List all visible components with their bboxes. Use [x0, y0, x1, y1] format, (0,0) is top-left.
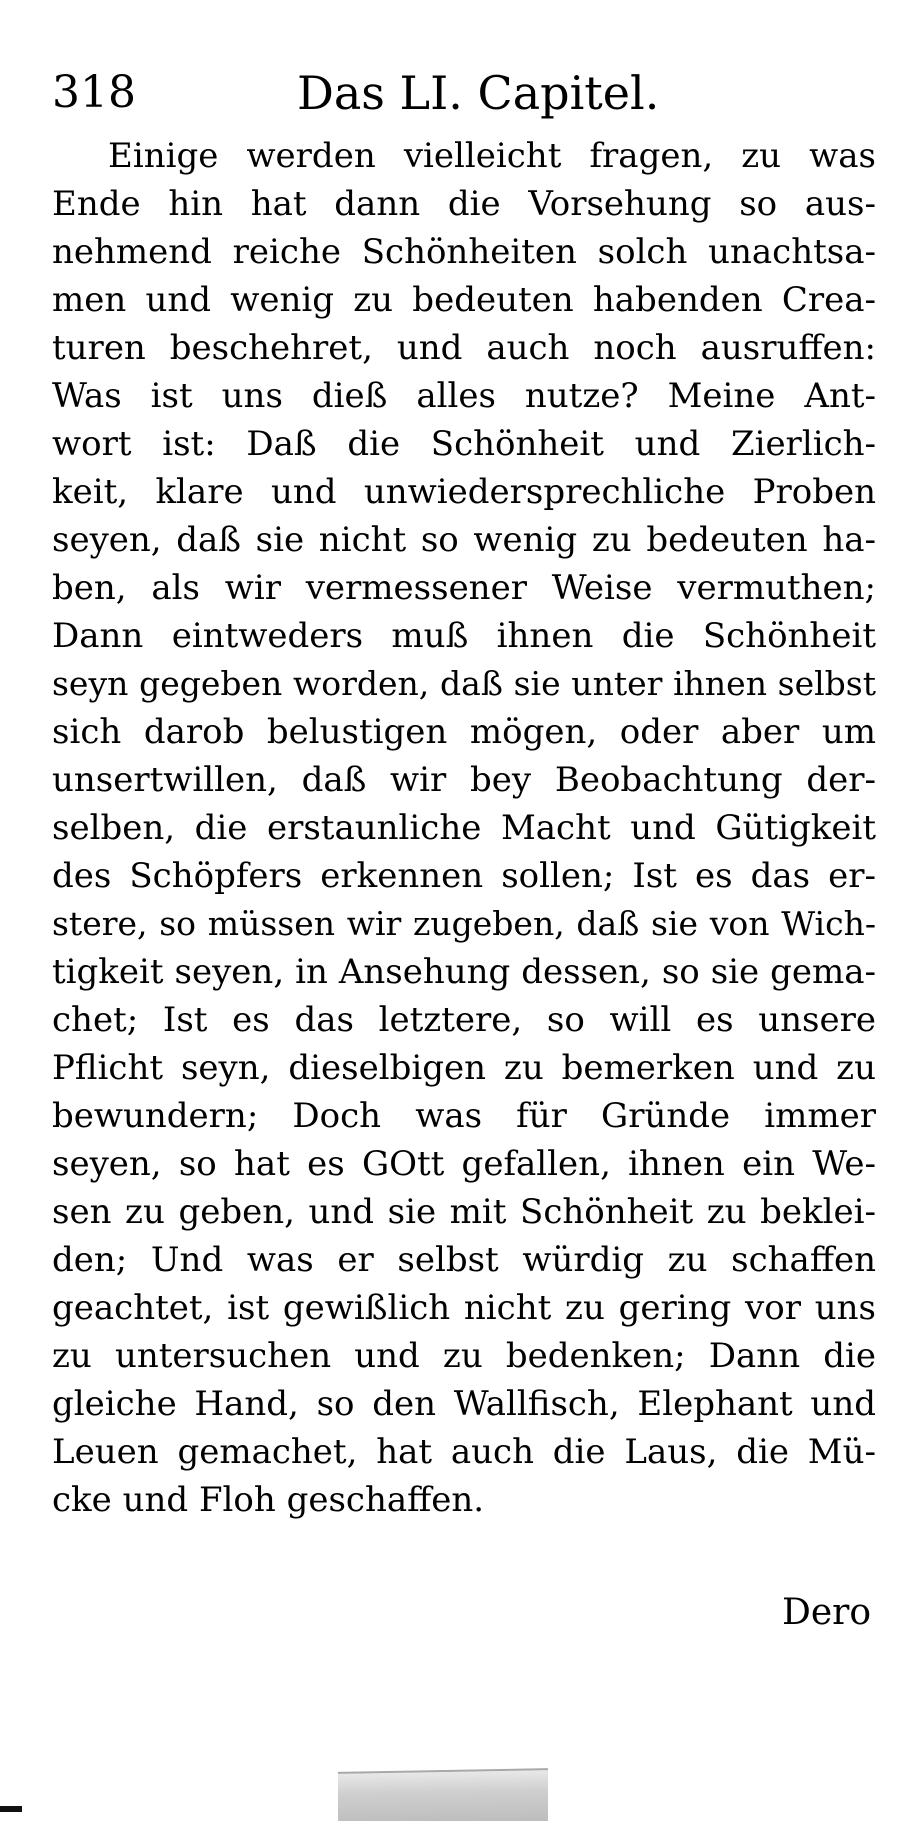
running-head: Das LI. Capitel. — [297, 66, 660, 120]
text-line: wort ist: Daß die Schönheit und Zierlich- — [52, 424, 876, 464]
text-line: seyen, so hat es GOtt gefallen, ihnen ein We- — [52, 1144, 876, 1184]
text-line: des Schöpfers erkennen sollen; Ist es das er- — [52, 856, 876, 896]
page-number: 318 — [52, 67, 136, 118]
scan-artifact — [338, 1768, 548, 1821]
text-line: Leuen gemachet, hat auch die Laus, die Mü- — [52, 1432, 876, 1472]
text-line: Pflicht seyn, dieselbigen zu bemerken und zu — [52, 1048, 876, 1088]
text-line: Einige werden vielleicht fragen, zu was — [108, 136, 876, 176]
text-line: selben, die erstaunliche Macht und Gütigkeit — [52, 808, 876, 848]
text-line: turen beschehret, und auch noch ausruffen: — [52, 328, 876, 368]
catchword: Dero — [782, 1592, 872, 1633]
text-line: unsertwillen, daß wir bey Beobachtung der- — [52, 760, 876, 800]
text-line: keit, klare und unwiedersprechliche Proben — [52, 472, 876, 512]
text-line: sen zu geben, und sie mit Schönheit zu beklei- — [52, 1192, 876, 1232]
text-line: seyn gegeben worden, daß sie unter ihnen selbst — [52, 664, 876, 703]
text-line: den; Und was er selbst würdig zu schaffen — [52, 1240, 876, 1280]
page-header — [52, 58, 892, 128]
text-line: geachtet, ist gewißlich nicht zu gering vor uns — [52, 1288, 876, 1328]
text-line: stere, so müssen wir zugeben, daß sie von Wich- — [52, 904, 876, 943]
text-line: ben, als wir vermessener Weise vermuthen; — [52, 568, 876, 608]
text-line: chet; Ist es das letztere, so will es unsere — [52, 1000, 876, 1040]
text-line: Was ist uns dieß alles nutze? Meine Ant- — [52, 376, 876, 416]
text-line: cke und Floh geschaffen. — [52, 1480, 485, 1520]
text-line: men und wenig zu bedeuten habenden Crea- — [52, 280, 876, 320]
text-line: Dann eintweders muß ihnen die Schönheit — [52, 616, 876, 656]
text-line: Ende hin hat dann die Vorsehung so aus- — [52, 184, 876, 224]
scan-edge-mark — [0, 1806, 22, 1812]
text-line: sich darob belustigen mögen, oder aber um — [52, 712, 876, 752]
body-text — [52, 132, 876, 1524]
text-line: seyen, daß sie nicht so wenig zu bedeuten ha- — [52, 520, 876, 560]
text-line: tigkeit seyen, in Ansehung dessen, so sie gema- — [52, 952, 876, 992]
text-line: gleiche Hand, so den Wallfisch, Elephant und — [52, 1384, 876, 1424]
text-line: nehmend reiche Schönheiten solch unachtsa- — [52, 232, 876, 272]
text-line: zu untersuchen und zu bedenken; Dann die — [52, 1336, 876, 1376]
text-line: bewundern; Doch was für Gründe immer — [52, 1096, 876, 1136]
